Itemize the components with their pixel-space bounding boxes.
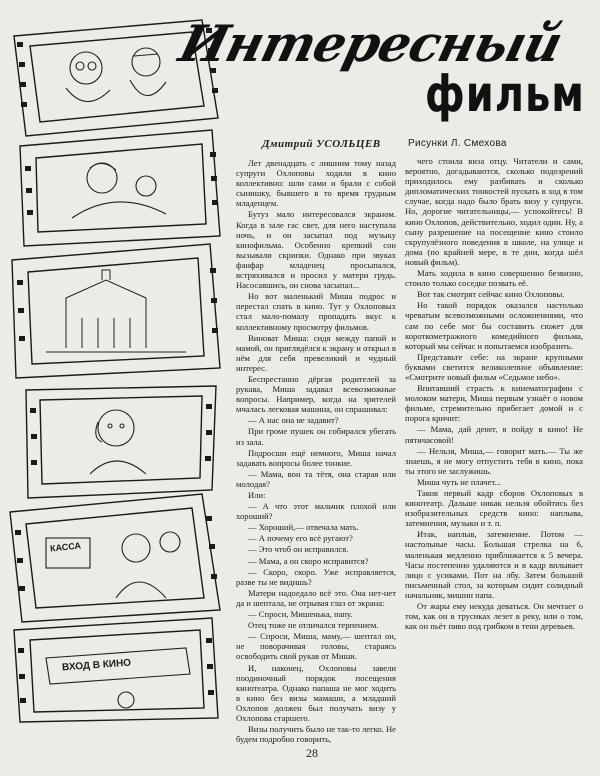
entrance-sign: ВХОД В КИНО (61, 657, 132, 674)
paragraph: — Спроси, Миша, маму,— шептал он, не поворачивая головы, стараясь освободить свой рукав от Миши. (236, 631, 396, 662)
paragraph: — Нельзя, Миша,— говорит мать.— Ты же знаешь, я не могу отпустить тебя в кино, пока ты этого не заслужишь. (405, 445, 583, 476)
article-title (175, 14, 585, 124)
text-column-left (236, 158, 396, 745)
paragraph: Миша чуть не плачет... (417, 476, 501, 487)
paragraph: — Скоро, скоро. Уже исправляется, разве ты не видишь? (236, 566, 396, 587)
paragraph: Или: (248, 490, 266, 500)
title-line-1: Интересный (173, 14, 568, 73)
paragraph: Но вот маленький Миша подрос и перестал спать в кино. Тут у Охлоповых стал мало-помалу пропадать вкус к коллективному просмотру фильмов. (236, 291, 396, 332)
illustration-credit: Рисунки Л. Смехова (408, 138, 507, 149)
paragraph: — Мама, дай денег, я пойду в кино! Не пятичасовой! (405, 424, 583, 445)
paragraph: Но такой порядок оказался настолько чреватым всевозможными осложнениями, что сам по себе мог бы составить сюжет для короткометражного комедийного фильма, который мы сейчас и попытаемся изобразить. (405, 300, 583, 351)
kassa-sign: КАССА (49, 540, 82, 554)
paragraph: Беспрестанно дёргая родителей за рукава, Миша задавал всевозможные вопросы. Например, когда на зрителей мчалась легковая машина, он спрашивал: (236, 373, 396, 415)
paragraph: Вот так смотрят сейчас кино Охлоповы. (417, 289, 565, 300)
paragraph: — А нас она не задавит? (248, 415, 339, 426)
paragraph: Впитавший страсть к кинематографии с молоком матери, Миша первым узнаёт о новом фильме, стремительно прибегает домой и с порога кричит: (405, 383, 583, 424)
paragraph: — Это чтоб он исправился. (248, 544, 349, 555)
paragraph: Таков первый кадр сборов Охлоповых в кинотеатр. Дальше никак нельзя обойтись без изобразительных средств кино: наплыва, затемнения, музыки и т. п. (405, 488, 583, 529)
paragraph: Представьте себе: на экране крупными буквами светится великолепное объявление: «Смотрите новый фильм «Седьмое небо». (405, 351, 583, 382)
paragraph: При громе пушек он собирался убегать из зала. (236, 426, 396, 447)
paragraph: Бутуз мало интересовался экраном. Когда в зале гас свет, для него наступала ночь, и он засыпал под музыку кинофильма. Особенно крепкий сон вызывали скрипки. Однако при звуках фанфар младенец просыпался, встряхивался и просил у матери грудь. Насосавшись, он снова засыпал... (236, 209, 396, 291)
paragraph: — Спроси, Мишенька, папу. (248, 609, 353, 620)
paragraph: Отец тоже не отличался терпением. (248, 620, 379, 631)
paragraph: И, наконец, Охлоповы завели поодиночный порядок посещения кинотеатра. Однако папаша не мог ходить в кино без визы мамаши, а младший Охлопов должен был получать визу у Охлопова старшего. (236, 662, 396, 723)
text-column-right (405, 156, 583, 721)
author-byline: Дмитрий УСОЛЬЦЕВ (262, 138, 381, 150)
title-line-2: фильм (425, 66, 585, 124)
paragraph: Матери надоедало всё это. Она нет-нет да и шептала, не отрывая глаз от экрана: (236, 587, 396, 608)
paragraph: — Мама, вон та тётя, она старая или молодая? (236, 468, 396, 489)
paragraph: Итак, наплыв, затемнение. Потом — настольные часы. Большая стрелка на 6, маленькая медленно приближается к 5 вечера. Часы постепенно удаляются и в кадр вплывает лицо с усиками. Пот на лбу. Затем большой письменный стол, за которым сидит солидный начальник, мишин папа. (405, 529, 583, 600)
paragraph: Лет двенадцать с лишним тому назад супруги Охлоповы ходили в кино коллективно: шли сами и брали с собой сынишку, бывшего в то время грудным младенцем. (236, 158, 396, 209)
paragraph: чего стоила виза отцу. Читатели и сами, вероятно, догадываются, сколько подозрений приходилось ему разбивать и сколько дипломатических тонкостей пускать в ход в том случае, когда надо было брать визу у супруги. Но, дорогие читательницы,— успокойтесь! В кино Охлопов, действительно, ходил один. Ну, а сыну разрешение на посещение кино стоило скрупулёзного поведения в школе, на улице и дома (по крайней мере, в те дни, когда шёл новый фильм). (405, 156, 583, 267)
page-number: 28 (306, 746, 318, 760)
paragraph: От жары ему некуда деваться. Он мечтает о том, как он в трусиках лезет в реку, или о том, как он пьёт пиво под грибком в тени деревьев. (405, 601, 583, 632)
paragraph: Мать ходила в кино совершенно безвизно, стоило только соседке позвать её. (405, 268, 583, 289)
paragraph: — Мама, а он скоро исправится? (248, 555, 369, 566)
paragraph: — Хороший,— отвечала мать. (248, 522, 359, 533)
paragraph: Подросши ещё немного, Миша начал задавать вопросы более тонкие. (236, 447, 396, 468)
paragraph: Визы получить было не так-то легко. Не будем подробно говорить, (236, 724, 396, 745)
paragraph: Виноват Миша: сидя между папой и мамой, он приглядёлся к экрану и открыл в нём для себя превеликий и чудный интерес. (236, 332, 396, 373)
paragraph: — А что этот мальчик плохой или хороший? (236, 501, 396, 522)
paragraph: — А почему его всё ругают? (248, 533, 353, 544)
